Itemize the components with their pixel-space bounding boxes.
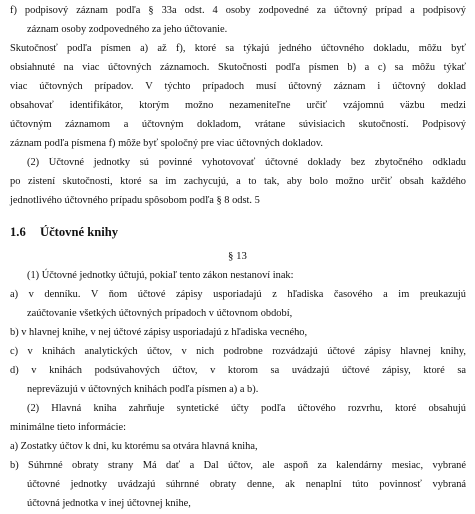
paragraph-f-line-2: záznam osoby zodpovedného za jeho účtovanie. [27,24,228,35]
item-d-line-1: d) v knihách podsúvahových účtov, v ktorom sa uvádzajú účtové zápisy, ktoré sa [10,365,466,376]
section-heading-number: 1.6 [10,225,26,239]
paragraph-facts-line-2: obsiahnuté na viac účtovných záznamoch. Skutočnosti podľa písmen b) a c) sa môžu týkať [10,62,466,73]
paragraph-facts-line-6: záznam podľa písmena f) môže byť spoločný pre viac účtovných dokladov. [10,138,323,149]
item-2a: a) Zostatky účtov k dni, ku ktorému sa otvára hlavná kniha, [10,441,258,452]
item-2b-line-3: účtovná jednotka v inej účtovnej knihe, [27,498,191,509]
item-a-line-2: zaúčtovanie všetkých účtovných prípadoch v účtovnom období, [27,308,293,319]
paragraph-2-line-1: (2) Účtovné jednotky sú povinné vyhotovovať účtovné doklady bez zbytočného odkladu [27,157,466,168]
paragraph-facts-line-5: účtovným záznamom a účtovným dokladom, vrátane súvisiacich skutočností. Podpisový [10,119,466,130]
paragraph-2-line-3: jednotlivého účtovného prípadu spôsobom podľa § 8 odst. 5 [10,195,260,206]
paragraph-facts-line-4: obsahovať identifikátor, ktorým možno nezameniteľne určiť vzájomnú väzbu medzi [10,100,466,111]
paragraph-13-1: (1) Účtovné jednotky účtujú, pokiaľ tento zákon nestanoví inak: [27,270,294,281]
item-c: c) v knihách analytických účtov, v nich podrobne rozvádzajú účtové zápisy hlavnej knihy, [10,346,466,357]
section-heading-title: Účtovné knihy [40,225,119,239]
paragraph-13-2-line-1: (2) Hlavná kniha zahrňuje syntetické účty podľa účtového rozvrhu, ktoré obsahujú [27,403,466,414]
item-a-line-1: a) v denníku. V ňom účtové zápisy usporiadajú z hľadiska časového a im preukazujú [10,289,466,300]
section-paragraph-mark: § 13 [228,250,247,262]
item-2b-line-1: b) Súhrnné obraty strany Má dať a Dal účtov, ale aspoň za kalendárny mesiac, vybrané [10,460,466,471]
section-heading [10,225,118,240]
item-b: b) v hlavnej knihe, v nej účtové zápisy usporiadajú z hľadiska vecného, [10,327,308,338]
item-2b-line-2: účtovné jednotky uvádzajú súhrnné obraty denne, ak nenaplní túto povinnosť vybraná [27,479,466,490]
item-d-line-2: nepreväzujú v účtovných knihách podľa písmen a) a b). [27,384,259,395]
paragraph-facts-line-3: viac účtovných prípadov. V týchto prípadoch musí účtovný záznam i účtovný doklad [10,81,466,92]
paragraph-facts-line-1: Skutočnosť podľa písmen a) až f), ktoré sa týkajú jedného účtovného dokladu, môžu byť [10,43,466,54]
paragraph-13-2-line-2: minimálne tieto informácie: [10,422,126,433]
paragraph-f-line-1: f) podpisový záznam podľa § 33a odst. 4 osoby zodpovedné za účtovný prípad a podpisový [10,5,466,16]
paragraph-2-line-2: po zistení skutočnosti, ktoré sa im zachycujú, a to tak, aby bolo možno určiť obsah každého [10,176,466,187]
